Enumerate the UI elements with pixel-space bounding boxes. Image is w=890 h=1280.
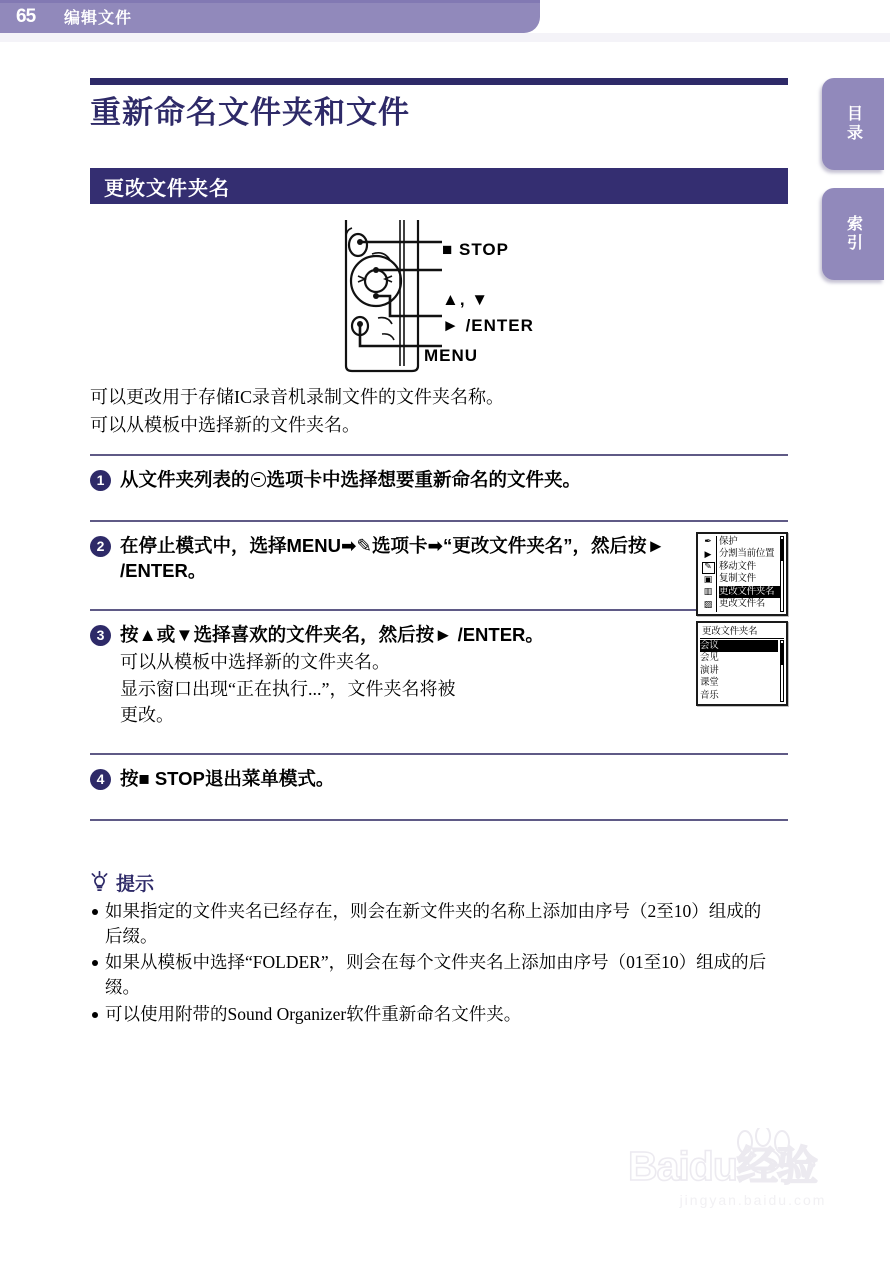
tips-heading-label: 提示 [116, 873, 155, 895]
side-tab-group [822, 78, 890, 298]
callout-stop [442, 240, 509, 260]
callout-enter-label: /ENTER [465, 316, 534, 336]
lcd-folder-list [700, 640, 784, 703]
step-3-badge: 3 [90, 625, 111, 646]
watermark-text: Baidu经验 [628, 1143, 817, 1189]
tips-section [90, 869, 788, 1027]
step-1-text-before: 从文件夹列表的 [120, 468, 250, 490]
section-title: 更改文件夹名 [104, 177, 230, 200]
title-rule [90, 78, 788, 85]
step-3-text-tail: /ENTER。 [457, 623, 544, 645]
tips-list [90, 899, 788, 1027]
arrow-right-icon-2: ➡ [427, 534, 444, 556]
callout-enter [442, 316, 534, 336]
stop-square-icon-step4: ■ [138, 767, 150, 789]
lcd-folder-item: 课堂 [700, 677, 719, 689]
step-3 [90, 611, 788, 739]
lcd-folder-screenshot [696, 621, 788, 707]
step-4 [90, 755, 788, 805]
intro-line-1: 可以更改用于存储IC录音机录制文件的文件夹名称。 [90, 387, 504, 408]
bullet-icon [92, 909, 98, 915]
arrow-right-icon: ➡ [340, 534, 357, 556]
bullet-icon [92, 960, 98, 966]
step-2-text-after: “更改文件夹名”，然后按 [443, 534, 647, 556]
lcd-menu-item: 保护 [719, 535, 738, 547]
step-2-text-before: 在停止模式中，选择MENU [120, 534, 341, 556]
callout-menu-label: MENU [424, 346, 479, 366]
play-icon: ▶ [704, 549, 712, 560]
step-3-heading [120, 622, 686, 648]
lcd-folder-item: 演讲 [700, 664, 719, 676]
callout-menu [424, 346, 478, 366]
lcd-menu-icon-column [700, 536, 716, 612]
step-2 [90, 522, 788, 610]
bullet-icon [92, 1012, 98, 1018]
lcd-folder-item: 会见 [700, 652, 719, 664]
tip-text: 如果从模板中选择“FOLDER”，则会在每个文件夹名上添加由序号（01至10）组成的后缀。 [105, 952, 767, 998]
step-2-badge: 2 [90, 536, 111, 557]
lcd-menu-item: 复制文件 [719, 573, 756, 585]
lcd-menu-item: 更改文件名 [719, 598, 766, 610]
pencil-icon: ✎ [702, 562, 715, 574]
baidu-watermark [628, 1143, 878, 1226]
tip-text: 如果指定的文件夹名已经存在，则会在新文件夹的名称上添加由序号（2至10）组成的后缀。 [105, 900, 762, 946]
folder-tab-icon [251, 472, 266, 487]
callout-up-down-label: ▲, ▼ [442, 290, 490, 310]
lcd-menu-item: 分割当前位置 [719, 548, 775, 560]
divider [90, 819, 788, 821]
lcd-scrollbar [780, 640, 784, 703]
lcd-menu-screenshot [696, 532, 788, 616]
section-header-bar [90, 168, 788, 204]
display-icon: ▣ [703, 574, 713, 585]
lightbulb-icon [90, 871, 109, 893]
step-3-sub-line-1: 可以从模板中选择新的文件夹名。 [120, 652, 390, 673]
step-3-subtext [120, 649, 686, 727]
lcd-folder-item-selected: 会议 [700, 640, 778, 653]
header-strip [0, 33, 890, 42]
info-icon: ▨ [703, 599, 713, 610]
step-1-heading [120, 467, 686, 493]
page-title: 重新命名文件夹和文件 [90, 95, 410, 130]
header-chapter-title: 编辑文件 [64, 10, 133, 27]
device-figure [90, 218, 788, 378]
mic-icon: ✒ [704, 537, 712, 548]
step-4-badge: 4 [90, 769, 111, 790]
play-triangle-icon: ► [442, 316, 460, 336]
tip-item [90, 899, 788, 949]
intro-paragraph [90, 384, 788, 440]
step-3-text-before: 按▲或▼选择喜欢的文件夹名，然后按 [120, 623, 435, 645]
side-tab-label-contents: 目录 [844, 105, 862, 143]
step-1 [90, 456, 788, 506]
side-tab-label-index: 索引 [844, 215, 862, 253]
lcd-menu-list [716, 536, 784, 612]
page-number: 65 [16, 5, 36, 27]
sidebar-item-contents[interactable] [822, 78, 884, 170]
step-2-heading [120, 533, 686, 584]
tips-heading [90, 869, 788, 896]
step-4-text-before: 按 [120, 767, 139, 789]
step-4-text-after: STOP退出菜单模式。 [154, 767, 335, 789]
tip-item [90, 950, 788, 1000]
callout-up-down [442, 290, 489, 310]
sidebar-item-index[interactable] [822, 188, 884, 280]
lcd-menu-item-selected: 更改文件夹名 [719, 586, 784, 599]
step-1-badge: 1 [90, 470, 111, 491]
step-3-sub-line-3: 更改。 [120, 704, 174, 725]
stop-square-icon: ■ [442, 240, 454, 260]
gear-icon: ▥ [703, 587, 713, 598]
content-column [90, 78, 788, 1029]
watermark-subtext: jingyan.baidu.com [679, 1192, 827, 1208]
step-4-heading [120, 766, 686, 792]
step-2-text-tail: /ENTER。 [120, 560, 207, 582]
lcd-scrollbar [780, 536, 784, 612]
tip-text: 可以使用附带的Sound Organizer软件重新命名文件夹。 [105, 1004, 522, 1025]
lcd-folder-title: 更改文件夹名 [700, 625, 784, 639]
callout-stop-label: STOP [459, 240, 509, 260]
lcd-folder-item: 音乐 [700, 689, 719, 701]
step-2-text-mid: 选项卡 [372, 534, 428, 556]
lcd-menu-item: 移动文件 [719, 560, 756, 572]
step-3-sub-line-2: 显示窗口出现“正在执行...”，文件夹名将被 [120, 678, 456, 699]
paw-icon [732, 1128, 802, 1174]
intro-line-2: 可以从模板中选择新的文件夹名。 [90, 414, 360, 435]
step-1-text-after: 选项卡中选择想要重新命名的文件夹。 [266, 468, 582, 490]
pencil-tab-icon: ✎ [356, 534, 373, 556]
tip-item [90, 1002, 788, 1027]
play-triangle-icon-step3: ► [434, 623, 453, 645]
page-header [0, 0, 540, 33]
play-triangle-icon-step2: ► [646, 534, 665, 556]
